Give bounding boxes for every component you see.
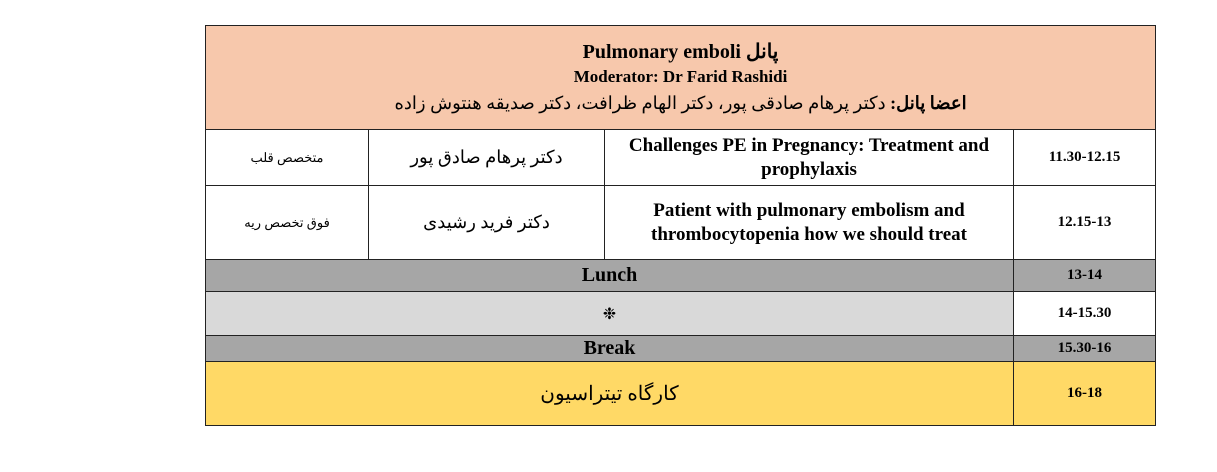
- talk-row: [206, 130, 1156, 186]
- panel-members-line: [206, 89, 1155, 117]
- talk-topic: Patient with pulmonary embolism and thrombocytopenia how we should treat: [605, 186, 1014, 260]
- lunch-row: [206, 260, 1156, 292]
- break-time: 15.30-16: [1014, 336, 1156, 362]
- talk-speaker: دکتر پرهام صادق پور: [369, 130, 605, 186]
- talk-speaker: دکتر فرید رشیدی: [369, 186, 605, 260]
- session-placeholder-icon: ❉: [206, 292, 1014, 336]
- panel-members-names: دکتر پرهام صادقی پور، دکتر الهام ظرافت، دکتر صدیقه هنتوش زاده: [394, 92, 886, 113]
- break-label: Break: [206, 336, 1014, 362]
- talk-topic: Challenges PE in Pregnancy: Treatment and prophylaxis: [605, 130, 1014, 186]
- workshop-row: [206, 362, 1156, 426]
- talk-time: 11.30-12.15: [1014, 130, 1156, 186]
- break-row: [206, 336, 1156, 362]
- lunch-time: 13-14: [1014, 260, 1156, 292]
- workshop-label: کارگاه تیتراسیون: [206, 362, 1014, 426]
- session-row: [206, 292, 1156, 336]
- panel-title: Pulmonary emboli پانل: [582, 40, 779, 63]
- moderator-line: Moderator: Dr Farid Rashidi: [573, 66, 788, 86]
- lunch-label: Lunch: [206, 260, 1014, 292]
- talk-row: [206, 186, 1156, 260]
- panel-header-cell: [206, 26, 1156, 130]
- talk-time: 12.15-13: [1014, 186, 1156, 260]
- session-time: 14-15.30: [1014, 292, 1156, 336]
- workshop-time: 16-18: [1014, 362, 1156, 426]
- talk-specialty: فوق تخصص ریه: [206, 186, 369, 260]
- schedule-table: [205, 25, 1156, 426]
- talk-specialty: متخصص قلب: [206, 130, 369, 186]
- panel-members-label: اعضا پانل:: [890, 92, 967, 113]
- panel-header-row: [206, 26, 1156, 130]
